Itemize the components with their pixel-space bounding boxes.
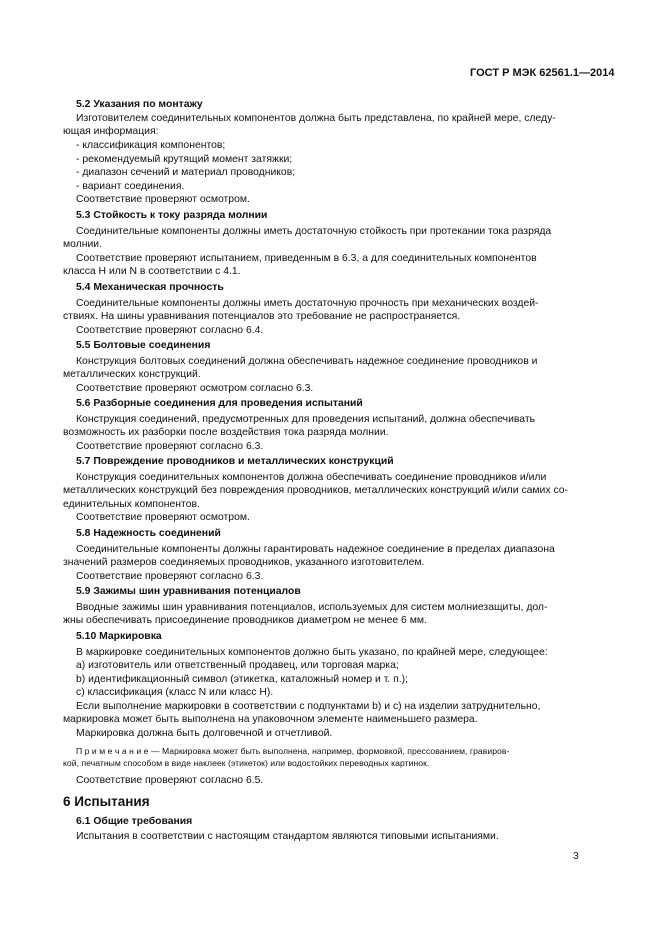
paragraph-line: Соответствие проверяют испытанием, приведенным в 6.3, а для соединительных компонентов <box>76 253 537 264</box>
paragraph-line: Соединительные компоненты должны иметь достаточную прочность при механических воздей- <box>76 298 539 309</box>
note-line: П р и м е ч а н и е — Маркировка может быть выполнена, например, формовкой, прессованием, гравиров- <box>76 746 510 756</box>
paragraph-line: Соответствие проверяют осмотром. <box>76 194 250 205</box>
list-item: b) идентификационный символ (этикетка, каталожный номер и т. п.); <box>76 674 408 685</box>
paragraph-line: Соответствие проверяют осмотром согласно 6.3. <box>76 383 314 394</box>
section-heading: 6.1 Общие требования <box>76 816 193 827</box>
paragraph-line: Вводные зажимы шин уравнивания потенциалов, используемых для систем молниезащиты, дол- <box>76 602 548 613</box>
section-heading: 5.4 Механическая прочность <box>76 282 224 293</box>
paragraph-line: маркировка может быть выполнена на упаковочном элементе наименьшего размера. <box>63 714 478 725</box>
paragraph-line: возможность их разборки после воздействия тока разряда молнии. <box>63 427 389 438</box>
page-number: 3 <box>573 851 579 862</box>
paragraph-line: Соответствие проверяют осмотром. <box>76 512 250 523</box>
section-heading: 5.3 Стойкость к току разряда молнии <box>76 210 268 221</box>
paragraph-line: ющая информация: <box>63 126 159 137</box>
paragraph-line: класса H или N в соответствии с 4.1. <box>63 266 241 277</box>
list-item: - классификация компонентов; <box>76 140 226 151</box>
paragraph-line: Соединительные компоненты должны гарантировать надежное соединение в пределах диапазона <box>76 544 555 555</box>
document-header: ГОСТ Р МЭК 62561.1—2014 <box>470 67 615 79</box>
list-item: - рекомендуемый крутящий момент затяжки; <box>76 154 293 165</box>
section-heading: 5.10 Маркировка <box>76 631 162 642</box>
paragraph-line: Изготовителем соединительных компонентов должна быть представлена, по крайней мере, следу- <box>76 113 556 124</box>
section-heading: 5.6 Разборные соединения для проведения испытаний <box>76 398 363 409</box>
paragraph-line: Конструкция соединительных компонентов должна обеспечивать соединение проводников и/или <box>76 472 547 483</box>
chapter-heading: 6 Испытания <box>63 794 150 809</box>
list-item: - диапазон сечений и материал проводников; <box>76 167 296 178</box>
paragraph-line: металлических конструкций. <box>63 369 201 380</box>
paragraph-line: ствиях. На шины уравнивания потенциалов это требование не распространяется. <box>63 311 461 322</box>
section-heading: 5.9 Зажимы шин уравнивания потенциалов <box>76 586 301 597</box>
section-heading: 5.8 Надежность соединений <box>76 528 221 539</box>
paragraph-line: Испытания в соответствии с настоящим стандартом являются типовыми испытаниями. <box>76 831 499 842</box>
section-heading: 5.5 Болтовые соединения <box>76 340 211 351</box>
list-item: - вариант соединения. <box>76 181 185 192</box>
paragraph-line: Если выполнение маркировки в соответствии с подпунктами b) и c) на изделии затруднительно, <box>76 701 541 712</box>
paragraph-line: Конструкция болтовых соединений должна обеспечивать надежное соединение проводников и <box>76 356 538 367</box>
list-item: a) изготовитель или ответственный продавец, или торговая марка; <box>76 660 399 671</box>
note-line: кой, печатным способом в виде наклеек (этикеток) или водостойких переводных картинок. <box>63 758 430 768</box>
paragraph-line: Маркировка должна быть долговечной и отчетливой. <box>76 728 333 739</box>
paragraph-line: жны обеспечивать присоединение проводников диаметром не менее 6 мм. <box>63 615 427 626</box>
paragraph-line: Соответствие проверяют согласно 6.5. <box>76 775 264 786</box>
paragraph-line: Соответствие проверяют согласно 6.4. <box>76 325 264 336</box>
paragraph-line: Соответствие проверяют согласно 6.3. <box>76 571 264 582</box>
paragraph-line: Соответствие проверяют согласно 6.3. <box>76 441 264 452</box>
section-heading: 5.7 Повреждение проводников и металлических конструкций <box>76 456 394 467</box>
paragraph-line: Соединительные компоненты должны иметь достаточную стойкость при протекании тока разряда <box>76 226 552 237</box>
paragraph-line: значений размеров соединяемых проводников, указанного изготовителем. <box>63 557 425 568</box>
paragraph-line: молнии. <box>63 239 102 250</box>
paragraph-line: единительных компонентов. <box>63 499 200 510</box>
paragraph-line: В маркировке соединительных компонентов должно быть указано, по крайней мере, следующее: <box>76 647 548 658</box>
paragraph-line: Конструкция соединений, предусмотренных для проведения испытаний, должна обеспечивать <box>76 414 536 425</box>
paragraph-line: металлических конструкций без повреждения проводников, металлических конструкций и/или самих со- <box>63 485 568 496</box>
section-heading: 5.2 Указания по монтажу <box>76 99 203 110</box>
list-item: c) классификация (класс N или класс H). <box>76 687 274 698</box>
